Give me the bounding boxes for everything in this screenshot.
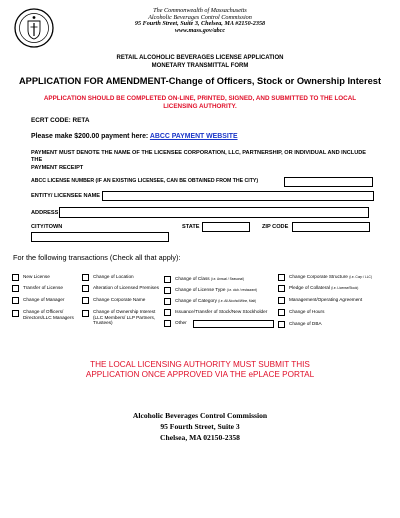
form-title-line2: MONETARY TRANSMITTAL FORM [151,63,249,69]
pledge-collateral-text: Pledge of Collateral [289,285,330,290]
change-officers-label-line2: Directors/LLC Managers [23,314,74,320]
other-checkbox[interactable] [164,320,171,327]
city-town-input[interactable] [31,232,169,242]
change-hours-checkbox[interactable] [278,309,285,316]
change-officers-label-line1: Change of Officers/ [23,309,64,314]
management-agreement-label: Management/Operating Agreement [289,297,363,302]
alteration-premises-label: Alteration of Licensed Premises [93,285,159,290]
notice-line2: LICENSING AUTHORITY. [163,103,237,111]
completion-notice [30,95,370,111]
change-dba-label: Change of DBA [289,321,322,326]
other-label: Other [175,320,187,325]
change-location-checkbox[interactable] [82,274,89,281]
org-name: The Commonwealth of Massachusetts [153,7,247,14]
change-category-checkbox[interactable] [164,298,171,305]
change-license-type-label [175,287,257,294]
change-license-type-text: Change of License Type [175,287,226,292]
change-officers-checkbox[interactable] [12,310,19,317]
zip-code-input[interactable] [292,222,370,232]
footer-line2: 95 Fourth Street, Suite 3 [160,422,240,431]
change-category-text: Change of Category [175,298,217,303]
change-manager-checkbox[interactable] [12,297,19,304]
footer-address [90,410,310,443]
change-location-label: Change of Location [93,274,134,279]
change-corporate-name-label: Change Corporate Name [93,297,146,302]
pledge-collateral-label [289,285,358,292]
change-officers-label [23,309,74,320]
change-manager-label: Change of Manager [23,297,65,302]
change-license-type-checkbox[interactable] [164,287,171,294]
zip-code-label: ZIP CODE [262,224,289,230]
state-label: STATE [182,224,200,230]
change-corporate-structure-note: (i.e. Corp / LLC) [349,275,372,279]
new-license-checkbox[interactable] [12,274,19,281]
footer-line3: Chelsea, MA 02150-2358 [160,433,240,442]
other-input[interactable] [193,320,274,328]
change-ownership-label-line2: (LLC Members/ LLP Partners, [93,314,156,320]
change-corporate-structure-label [289,274,372,281]
form-title-line1: RETAIL ALCOHOLIC BEVERAGES LICENSE APPLICATION [116,55,284,61]
change-corporate-structure-checkbox[interactable] [278,274,285,281]
change-hours-label: Change of Hours [289,309,325,314]
massachusetts-seal-icon [14,8,54,48]
agency-header [60,8,340,34]
payment-line [31,133,238,140]
org-address: 95 Fourth Street, Suite 3, Chelsea, MA #2150-2358 [134,20,266,28]
local-authority-notice [50,360,350,380]
footer-line1: Alcoholic Beverages Control Commission [132,411,268,420]
address-input[interactable] [59,207,369,218]
change-class-note: (i.e. Annual / Seasonal) [210,277,244,281]
change-class-checkbox[interactable] [164,276,171,283]
payment-note-line1: PAYMENT MUST DENOTE THE NAME OF THE LICENSEE CORPORATION, LLC, PARTNERSHIP, OR INDIVIDUAL AND INCLUDE THE [31,150,367,164]
address-label: ADDRESS [31,210,59,216]
change-corporate-structure-text: Change Corporate Structure [289,274,348,279]
change-class-text: Change of Class [175,276,210,281]
change-dba-checkbox[interactable] [278,321,285,328]
issuance-stock-checkbox[interactable] [164,309,171,316]
ecrt-code: ECRT CODE: RETA [31,117,90,124]
change-class-label [175,276,244,283]
change-ownership-label-line3: Trustees) [93,320,113,326]
license-number-input[interactable] [284,177,373,187]
license-number-label: ABCC LICENSE NUMBER (IF AN EXISTING LICENSEE, CAN BE OBTAINED FROM THE CITY) [31,178,259,184]
transfer-license-label: Transfer of License [23,285,63,290]
payment-note-line2: PAYMENT RECEIPT [31,164,84,171]
page-title: APPLICATION FOR AMENDMENT-Change of Officers, Stock or Ownership Interest [18,76,382,86]
transactions-heading: For the following transactions (Check all that apply): [13,253,181,262]
change-ownership-label [93,309,155,326]
notice-line1: APPLICATION SHOULD BE COMPLETED ON-LINE, PRINTED, SIGNED, AND SUBMITTED TO THE LOCAL [43,95,357,102]
management-agreement-checkbox[interactable] [278,297,285,304]
payment-note [31,150,371,172]
city-town-label: CITY/TOWN [31,224,63,230]
entity-name-input[interactable] [102,191,374,201]
change-ownership-label-line1: Change of Ownership Interest [93,309,156,314]
pledge-collateral-checkbox[interactable] [278,285,285,292]
alteration-premises-checkbox[interactable] [82,285,89,292]
new-license-label: New License [23,274,50,279]
change-ownership-checkbox[interactable] [82,310,89,317]
org-website: www.mass.gov/abcc [174,26,226,34]
change-corporate-name-checkbox[interactable] [82,297,89,304]
payment-text: Please make $200.00 payment here: [31,133,149,140]
state-input[interactable] [202,222,250,232]
issuance-stock-label: Issuance/Transfer of Stock/New Stockholder [175,309,268,314]
change-category-note: (i.e. All Alcohol/Wine, Malt) [218,299,257,303]
local-authority-line1: THE LOCAL LICENSING AUTHORITY MUST SUBMIT THIS [90,360,310,369]
entity-name-label: ENTITY/ LICENSEE NAME [31,193,100,199]
transfer-license-checkbox[interactable] [12,285,19,292]
local-authority-line2: APPLICATION ONCE APPROVED VIA THE ePLACE PORTAL [85,370,315,379]
payment-website-link[interactable]: ABCC PAYMENT WEBSITE [149,133,238,140]
org-commission: Alcoholic Beverages Control Commission [148,13,252,21]
change-category-label [175,298,256,305]
change-license-type-note: (i.e. club / restaurant) [226,288,257,292]
pledge-collateral-note: (i.e. License/Stock) [331,286,359,290]
